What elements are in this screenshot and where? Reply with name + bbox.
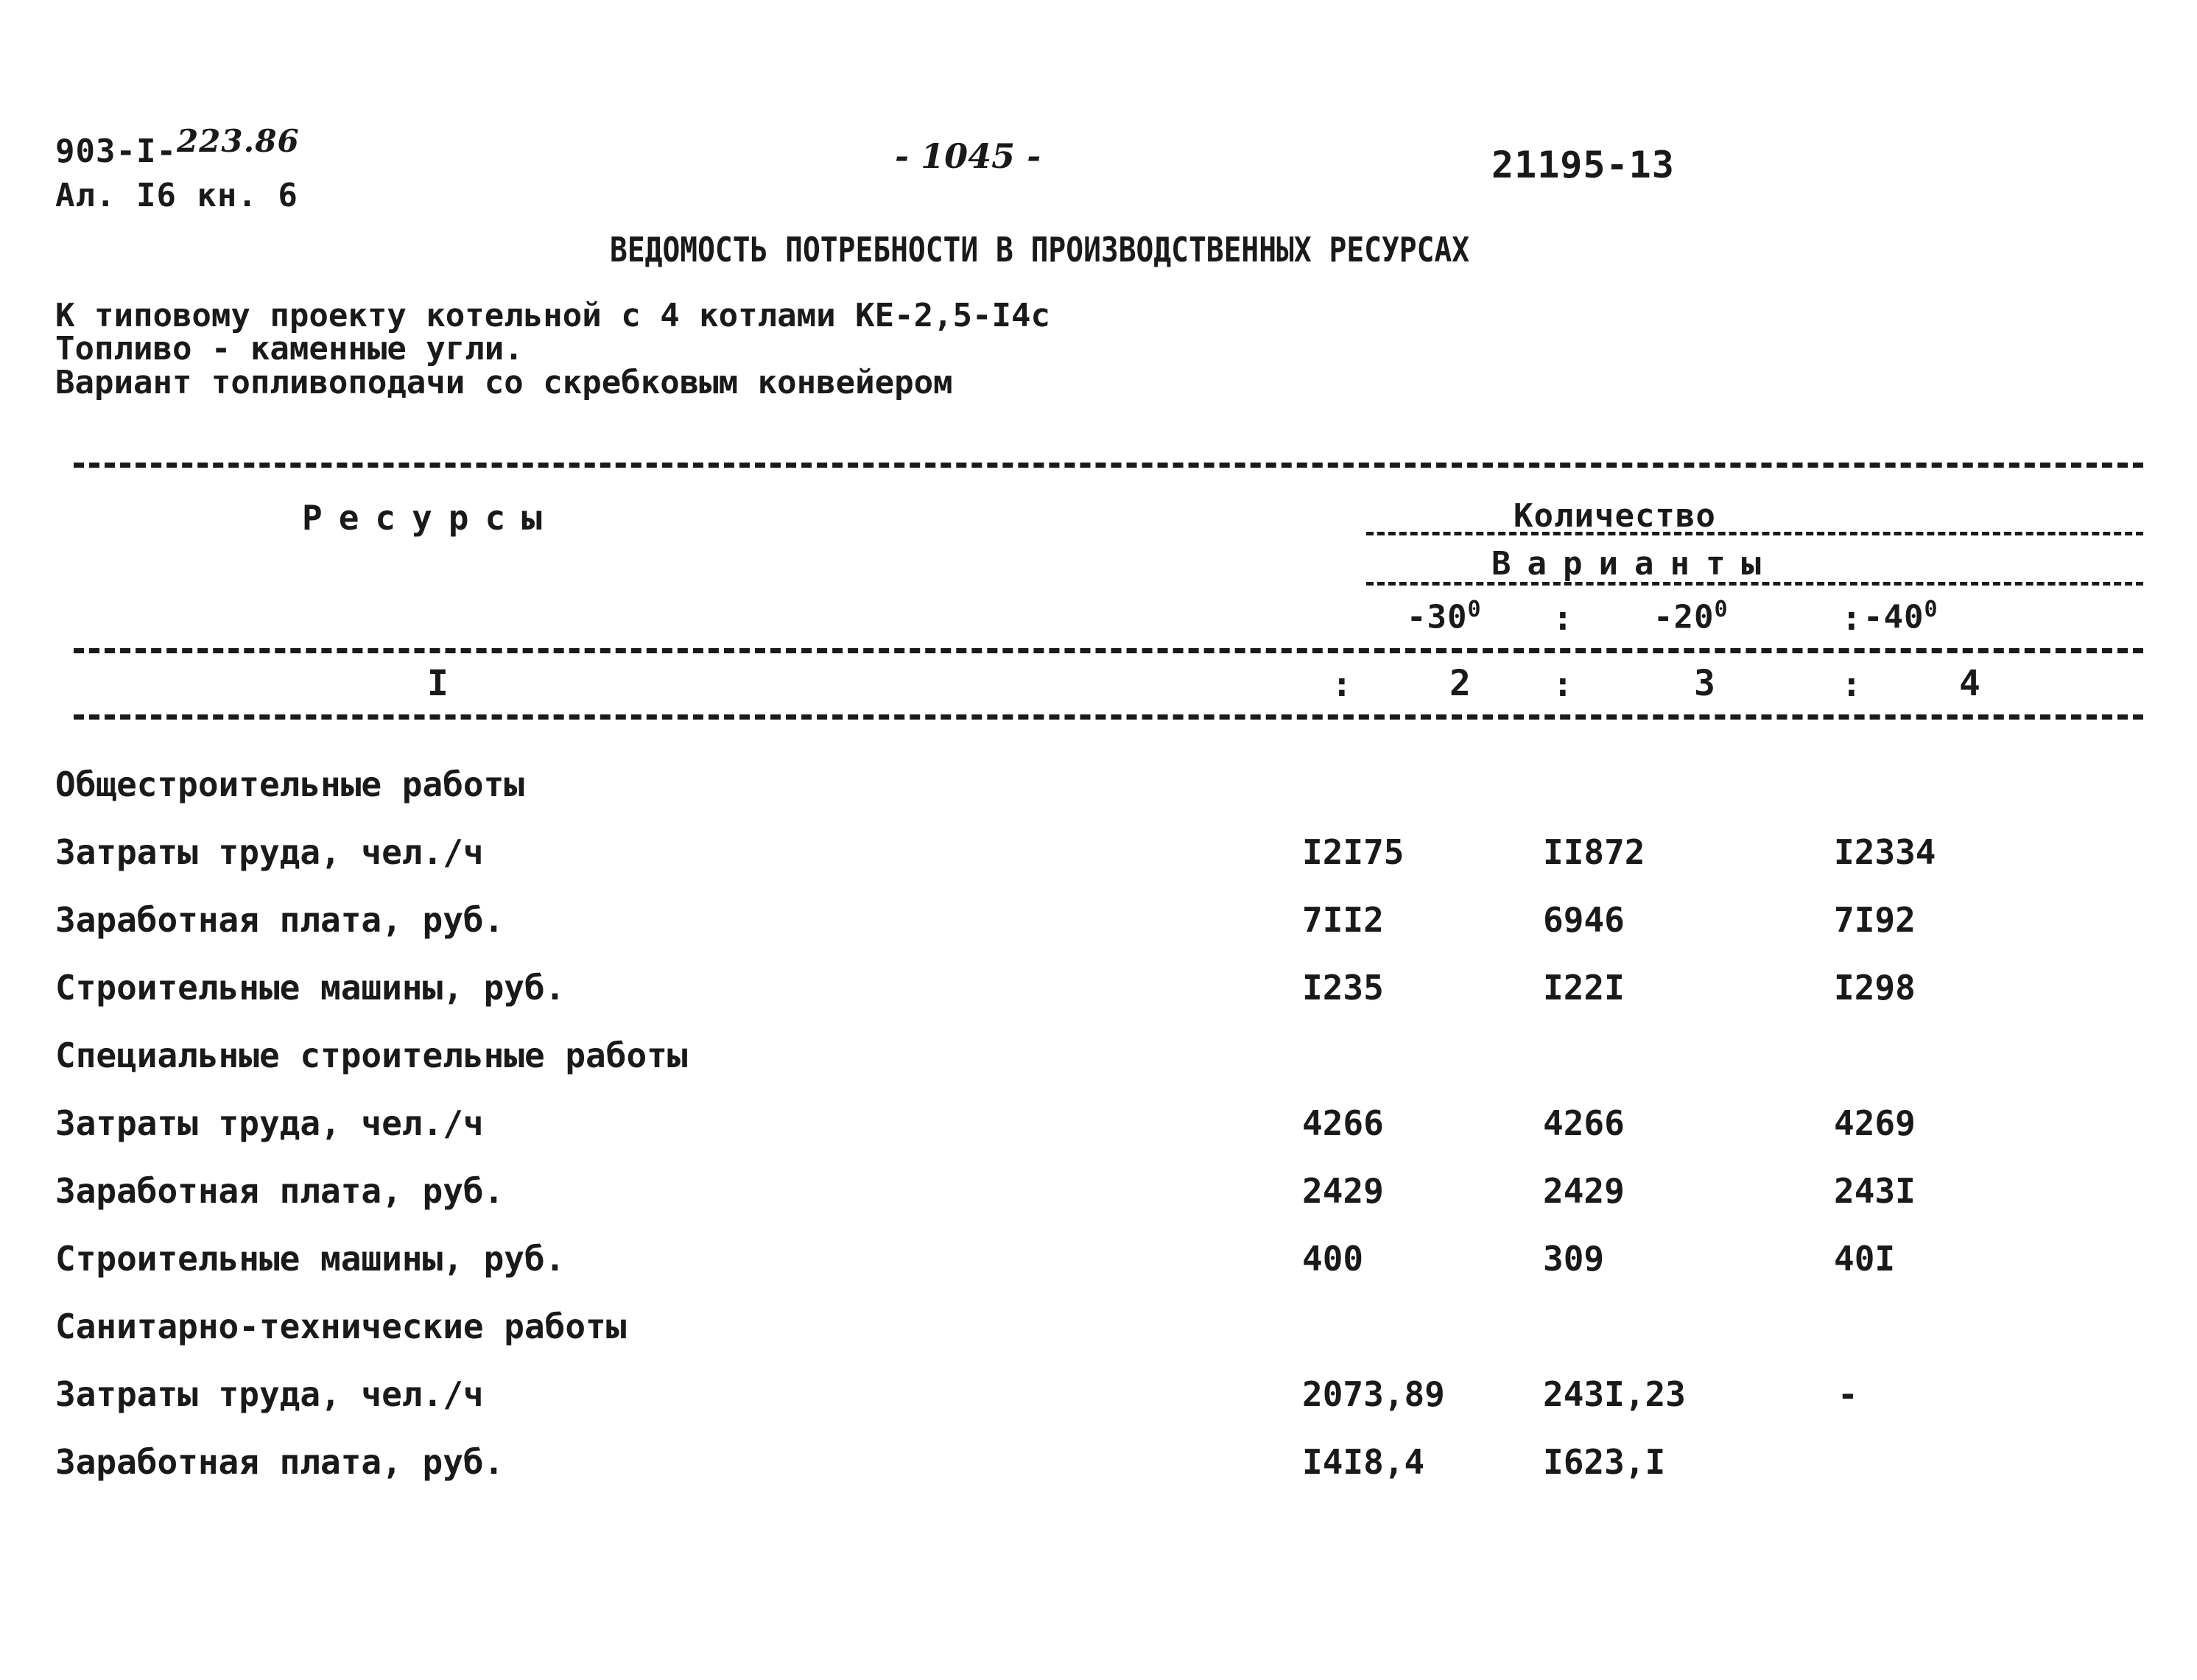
row-label: Заработная плата, руб. [55, 1171, 505, 1211]
table-header-bottom-rule [74, 714, 2143, 720]
row-value-col2: 2073,89 [1302, 1374, 1445, 1414]
variant-temp-3: $-40^0$ [1863, 597, 1938, 636]
row-value-col3: I623,I [1543, 1442, 1666, 1482]
row-label: Общестроительные работы [55, 765, 524, 804]
row-value-col3: 4266 [1543, 1103, 1625, 1143]
column-separator-2: : [1553, 664, 1573, 704]
project-code [55, 123, 300, 170]
variants-underline [1366, 582, 2143, 586]
quantity-header: Количество [1514, 497, 1716, 535]
row-value-col2: I4I8,4 [1302, 1442, 1425, 1482]
row-value-col3: 6946 [1543, 900, 1625, 940]
variant-temp-1: $-30^0$ [1407, 597, 1482, 636]
variant-separator-1: : [1553, 598, 1573, 638]
subtitle-line-1: К типовому проекту котельной с 4 котлами КЕ-2,5-I4с [55, 297, 1051, 334]
row-label: Специальные строительные работы [55, 1036, 688, 1075]
column-number-4: 4 [1959, 663, 1981, 704]
row-value-col4: I298 [1834, 968, 1916, 1008]
row-label: Строительные машины, руб. [55, 968, 566, 1008]
row-value-col3: 2429 [1543, 1171, 1625, 1211]
row-label: Затраты труда, чел./ч [55, 1374, 484, 1414]
column-separator-1: : [1332, 664, 1352, 704]
variant-separator-2: : [1841, 598, 1862, 638]
resources-header: Ресурсы [302, 498, 558, 538]
column-numbers-top-rule [74, 648, 2143, 653]
table-top-rule [74, 463, 2143, 468]
document-number: 21195-13 [1491, 144, 1675, 186]
row-value-col4: 40I [1834, 1239, 1896, 1279]
row-value-col4: 7I92 [1834, 900, 1916, 940]
column-number-2: 2 [1449, 663, 1472, 704]
row-value-col3: II872 [1543, 832, 1645, 872]
row-label: Затраты труда, чел./ч [55, 832, 484, 872]
column-separator-3: : [1841, 664, 1862, 704]
row-value-col2: 7II2 [1302, 900, 1384, 940]
row-value-col2: 2429 [1302, 1171, 1384, 1211]
album-line: Ал. I6 кн. 6 [55, 177, 298, 214]
row-value-col4: - [1838, 1374, 1858, 1414]
variant-temp-2: $-20^0$ [1653, 597, 1729, 636]
row-value-col2: 400 [1302, 1239, 1364, 1279]
column-number-3: 3 [1694, 663, 1716, 704]
row-value-col4: 243I [1834, 1171, 1916, 1211]
row-label: Строительные машины, руб. [55, 1239, 566, 1279]
row-value-col4: I2334 [1834, 832, 1936, 872]
row-label: Заработная плата, руб. [55, 900, 505, 940]
row-label: Затраты труда, чел./ч [55, 1103, 484, 1143]
page-number: - 1045 - [895, 136, 1041, 176]
row-value-col3: I22I [1543, 968, 1625, 1008]
subtitle-line-3: Вариант топливоподачи со скребковым конвейером [55, 364, 953, 401]
row-value-col3: 309 [1543, 1239, 1605, 1279]
row-value-col2: I235 [1302, 968, 1384, 1008]
quantity-underline [1366, 532, 2143, 535]
row-value-col3: 243I,23 [1543, 1374, 1686, 1414]
variants-header: Варианты [1491, 545, 1777, 583]
project-code-handwritten: 223.86 [176, 123, 300, 159]
row-label: Заработная плата, руб. [55, 1442, 505, 1482]
subtitle-line-2: Топливо - каменные угли. [55, 330, 524, 368]
row-value-col2: 4266 [1302, 1103, 1384, 1143]
column-number-1: I [427, 663, 449, 704]
project-code-prefix: 903-I- [55, 133, 177, 170]
row-value-col2: I2I75 [1302, 832, 1405, 872]
page-title: ВЕДОМОСТЬ ПОТРЕБНОСТИ В ПРОИЗВОДСТВЕННЫХ РЕСУРСАХ [610, 230, 1470, 270]
row-label: Санитарно-технические работы [55, 1307, 627, 1346]
row-value-col4: 4269 [1834, 1103, 1916, 1143]
